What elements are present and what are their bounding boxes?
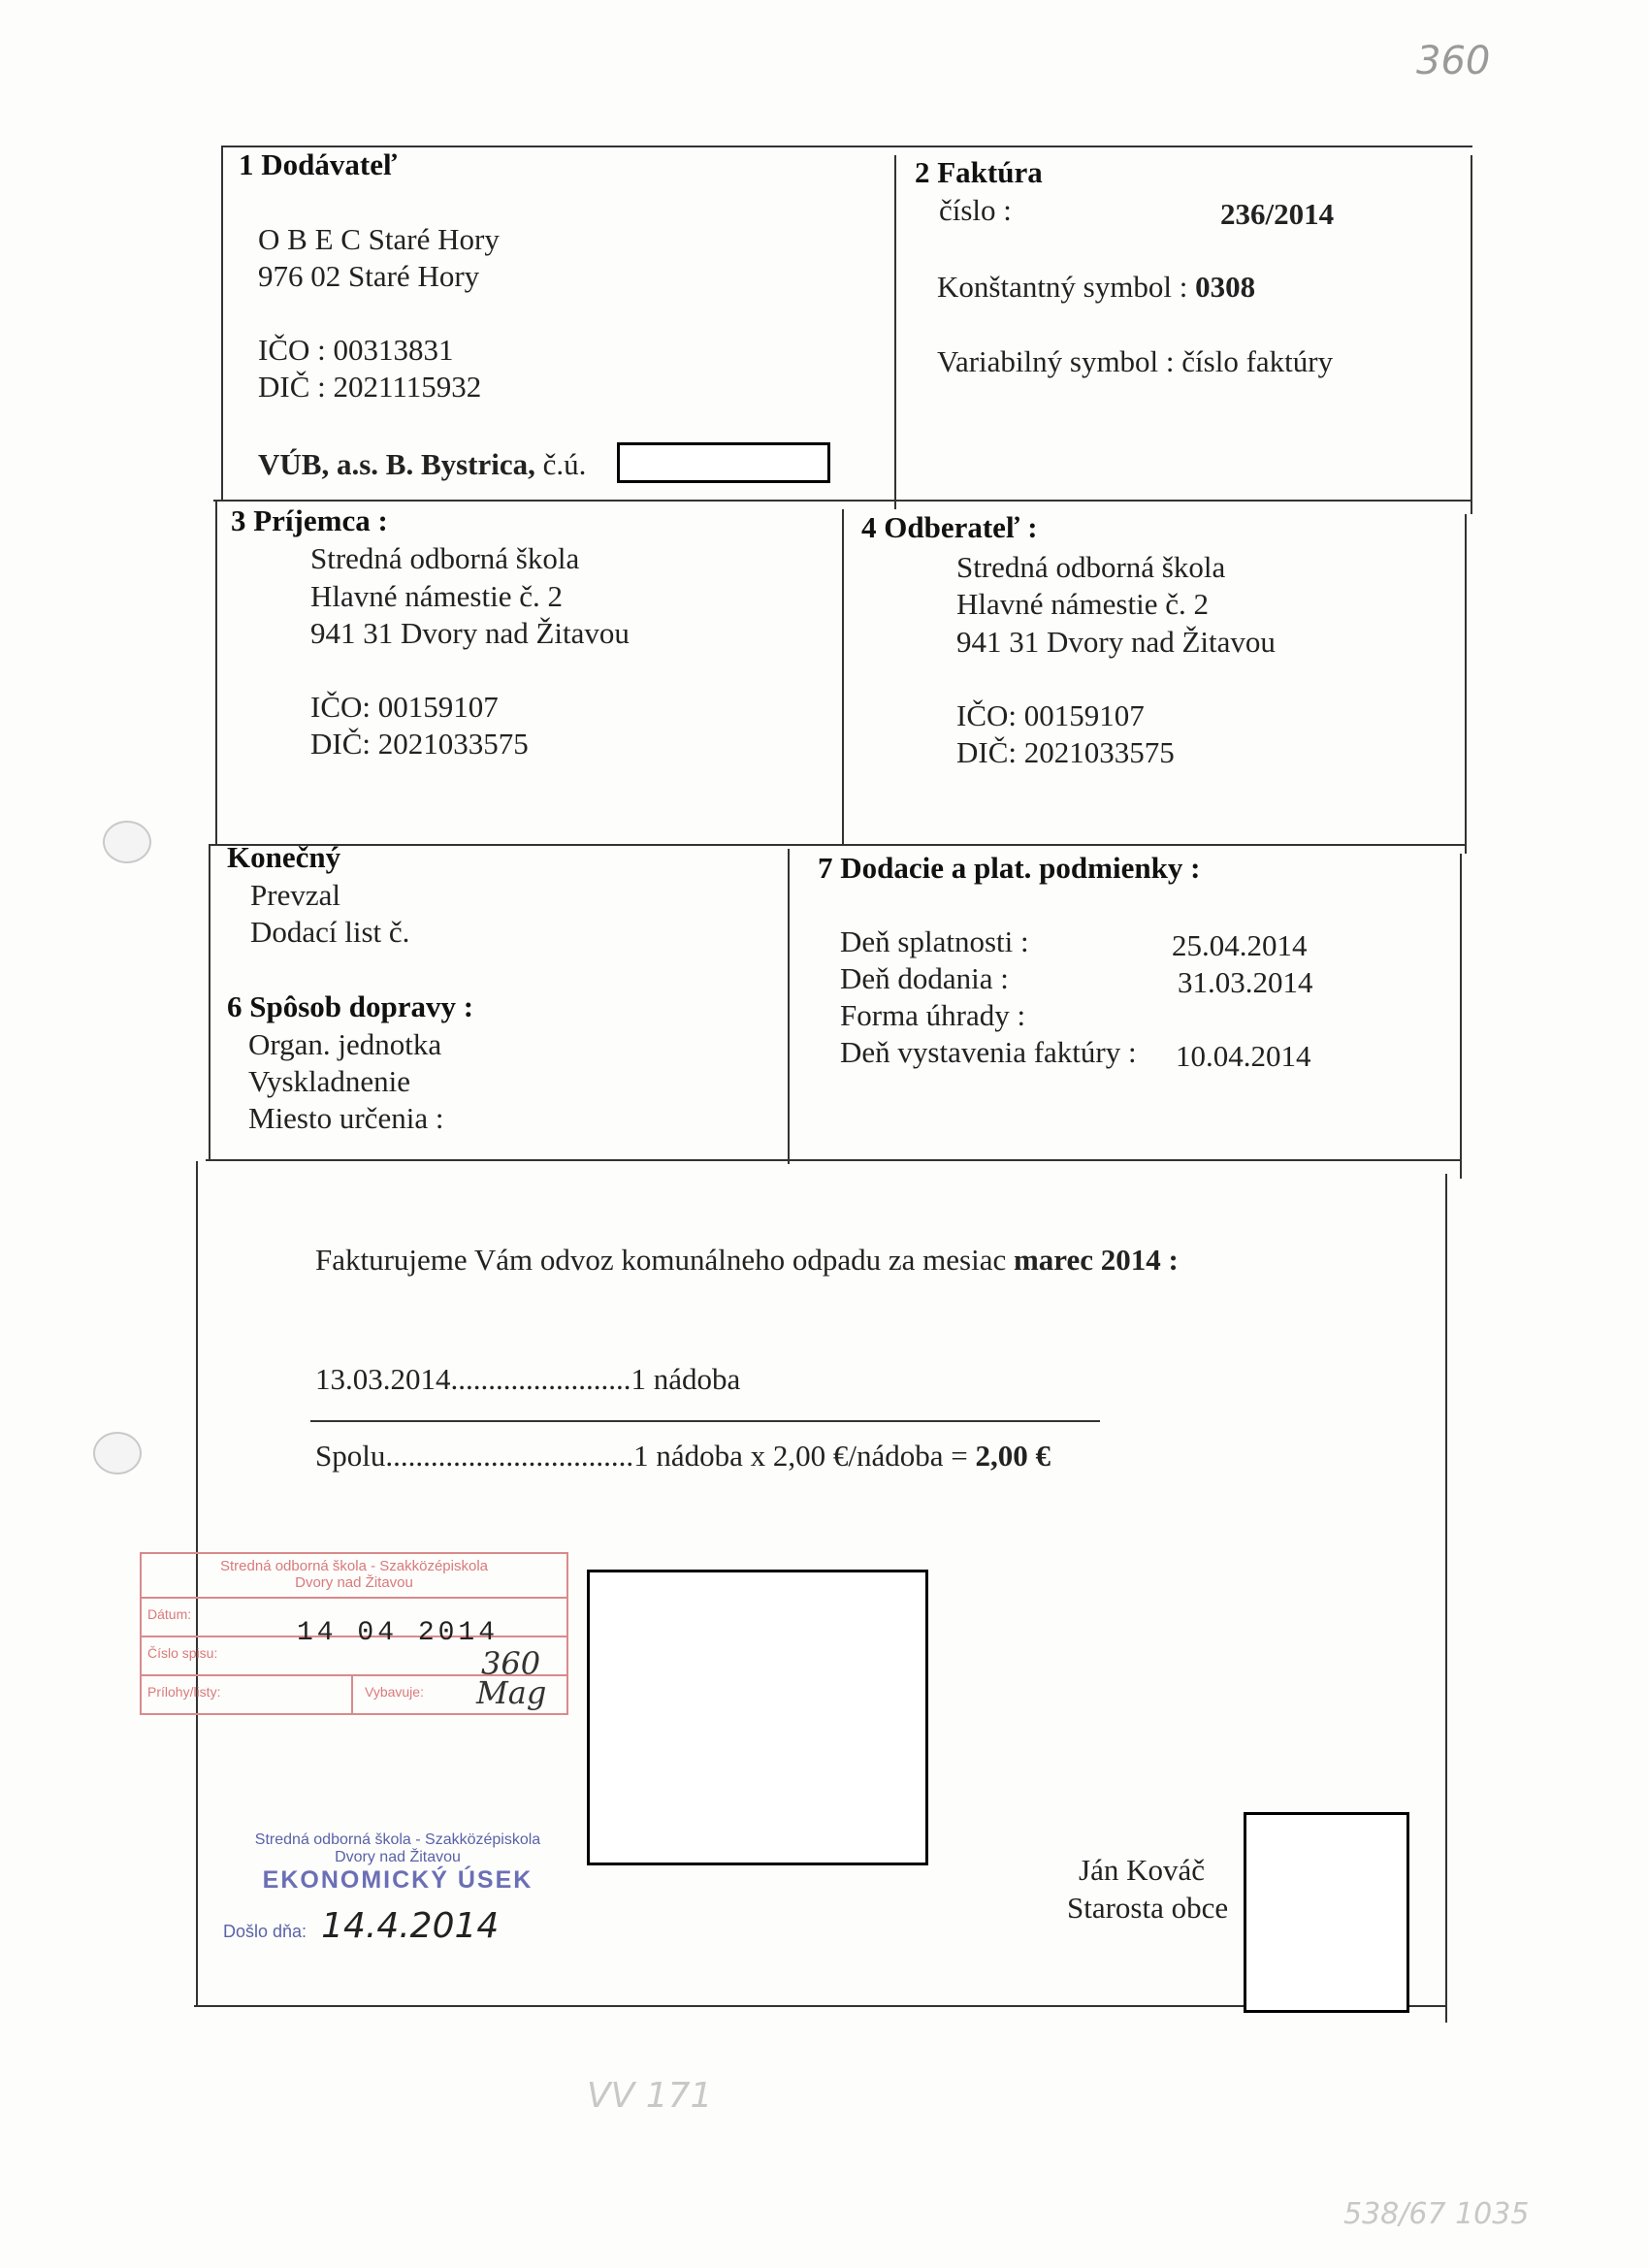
recipient-city: 941 31 Dvory nad Žitavou: [310, 616, 630, 650]
invoice-number-label: číslo :: [939, 193, 1012, 227]
registry-attachments-label: Prílohy/listy:: [147, 1684, 221, 1700]
department-received-label: Došlo dňa:: [223, 1922, 307, 1941]
constant-symbol-label: Konštantný symbol :: [937, 270, 1188, 304]
department-received-value: 14.4.2014: [321, 1906, 500, 1946]
recipient-street: Hlavné námestie č. 2: [310, 579, 563, 613]
registry-stamp-line2: Dvory nad Žitavou: [295, 1574, 413, 1591]
total-separator: [310, 1420, 1100, 1422]
registry-stamp-line1: Stredná odborná škola - Szakközépiskola: [220, 1558, 488, 1574]
signature-name: Ján Kováč: [1079, 1853, 1205, 1887]
body-month: marec 2014 :: [1013, 1243, 1179, 1277]
punch-hole-top: [103, 821, 151, 863]
transport-dispatch: Vyskladnenie: [248, 1064, 411, 1098]
recipient-name: Stredná odborná škola: [310, 541, 580, 575]
registry-date-label: Dátum:: [147, 1606, 192, 1622]
customer-street: Hlavné námestie č. 2: [956, 587, 1209, 621]
final-received: Prevzal: [250, 878, 340, 912]
department-stamp-line2: Dvory nad Žitavou: [335, 1849, 461, 1865]
invoice-number: 236/2014: [1220, 197, 1335, 231]
punch-hole-bottom: [93, 1432, 142, 1474]
transport-org-unit: Organ. jednotka: [248, 1027, 442, 1061]
supplier-name: O B E C Staré Hory: [258, 222, 500, 256]
customer-header: 4 Odberateľ :: [861, 510, 1038, 544]
supplier-ico: IČO : 00313831: [258, 333, 454, 367]
customer-dic: DIČ: 2021033575: [956, 735, 1175, 769]
signature-title: Starosta obce: [1067, 1891, 1229, 1925]
customer-name: Stredná odborná škola: [956, 550, 1226, 584]
issue-date: 10.04.2014: [1176, 1039, 1311, 1073]
customer-city: 941 31 Dvory nad Žitavou: [956, 625, 1276, 659]
invoice-header: 2 Faktúra: [915, 155, 1043, 189]
registry-handled-label: Vybavuje:: [365, 1684, 424, 1700]
recipient-header: 3 Príjemca :: [231, 503, 388, 537]
recipient-ico: IČO: 00159107: [310, 690, 499, 724]
supplier-bank: [258, 446, 586, 483]
transport-destination: Miesto určenia :: [248, 1101, 444, 1135]
registry-file-label: Číslo spisu:: [147, 1645, 218, 1661]
delivery-date: 31.03.2014: [1178, 965, 1313, 999]
recipient-dic: DIČ: 2021033575: [310, 727, 529, 761]
redacted-stamp-box: [587, 1570, 928, 1865]
final-header: Konečný: [227, 840, 341, 874]
redacted-signature-box: [1244, 1812, 1409, 2013]
due-date: 25.04.2014: [1172, 928, 1308, 962]
registry-date-value: 14 04 2014: [297, 1618, 500, 1648]
supplier-bank-name: VÚB, a.s. B. Bystrica,: [258, 447, 535, 481]
supplier-account-label: č.ú.: [542, 447, 587, 481]
issue-label: Deň vystavenia faktúry :: [840, 1035, 1137, 1069]
supplier-header: 1 Dodávateľ: [239, 147, 398, 181]
body-line-1: 13.03.2014........................1 nádoba: [315, 1362, 741, 1396]
constant-symbol-value: 0308: [1195, 270, 1256, 304]
bottom-left-note: VV 171: [587, 2076, 713, 2116]
body-intro-text: Fakturujeme Vám odvoz komunálneho odpadu za mesiac: [315, 1243, 1007, 1277]
top-annotation-number: 360: [1416, 39, 1491, 83]
terms-header: 7 Dodacie a plat. podmienky :: [818, 851, 1201, 885]
due-label: Deň splatnosti :: [840, 924, 1029, 958]
department-stamp: [223, 1831, 572, 1946]
registry-handled-value: Mag: [476, 1674, 547, 1711]
transport-header: 6 Spôsob dopravy :: [227, 989, 474, 1023]
delivery-label: Deň dodania :: [840, 961, 1009, 995]
constant-symbol: [937, 269, 1255, 306]
department-stamp-dept: EKONOMICKÝ ÚSEK: [262, 1866, 534, 1894]
variable-symbol: Variabilný symbol : číslo faktúry: [937, 344, 1334, 378]
body-total-text: Spolu.................................1 nádoba x 2,00 €/nádoba =: [315, 1439, 968, 1473]
supplier-dic: DIČ : 2021115932: [258, 370, 482, 404]
bottom-right-note: 538/67 1035: [1343, 2197, 1530, 2231]
body-total: [315, 1438, 1051, 1474]
registry-stamp: [140, 1552, 568, 1715]
final-delivery-note: Dodací list č.: [250, 915, 410, 949]
supplier-address: 976 02 Staré Hory: [258, 259, 480, 293]
registry-file-value: 360: [481, 1645, 541, 1682]
redacted-account-box: [617, 442, 830, 483]
body-intro: [315, 1242, 1179, 1279]
customer-ico: IČO: 00159107: [956, 698, 1145, 732]
payment-label: Forma úhrady :: [840, 998, 1026, 1032]
department-stamp-line1: Stredná odborná škola - Szakközépiskola: [254, 1831, 541, 1848]
body-total-amount: 2,00 €: [975, 1439, 1051, 1473]
